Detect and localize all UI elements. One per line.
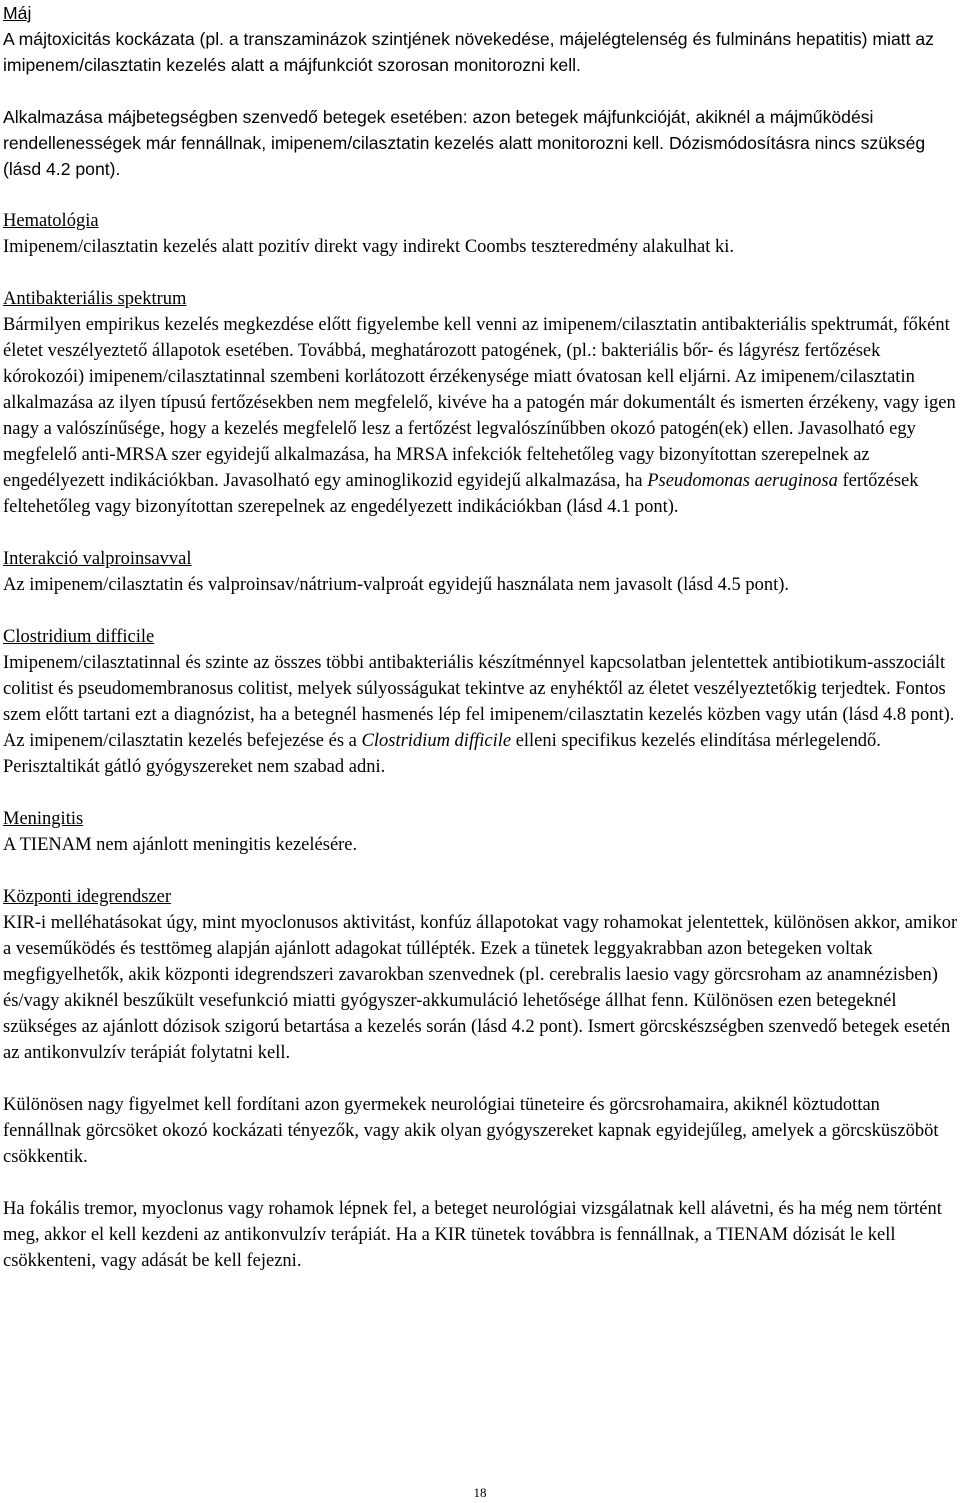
section-heading-hematologia: Hematológia [3, 211, 99, 231]
paragraph-clostridium-1-italic: Clostridium difficile [361, 731, 512, 751]
section-antibakterialis [3, 286, 958, 520]
section-interakcio [3, 546, 958, 598]
paragraph-hematologia-1: Imipenem/cilasztatin kezelés alatt pozitív direkt vagy indirekt Coombs teszteredmény alakulhat ki. [3, 237, 735, 257]
section-maj [3, 0, 958, 182]
paragraph-interakcio-1: Az imipenem/cilasztatin és valproinsav/nátrium-valproát egyidejű használata nem javasolt (lásd 4.5 pont). [3, 575, 790, 595]
section-heading-interakcio: Interakció valproinsavval [3, 549, 192, 569]
paragraph-kir-1: KIR-i melléhatásokat úgy, mint myoclonusos aktivitást, konfúz állapotokat vagy rohamokat jelentettek, különösen akkor, amikor a veseműködés és testtömeg alapján ajánlott adagokat túllépték. Ezek a tünetek leggyakrabban azon betegeken voltak megfigyelhetők, akik központi idegrendszeri zavarokban szenvednek (pl. cerebralis laesio vagy görcsroham az anamnézisben) és/vagy akiknél beszűkült vesefunkció miatti gyógyszer-akkumuláció lehetősége állhat fenn. Különösen ezen betegeknél szükséges az ajánlott dózisok szigorú betartása a kezelés során (lásd 4.2 pont). Ismert görcskészségben szenvedő betegek esetén az antikonvulzív terápiát folytatni kell. [3, 913, 958, 1063]
page-number: 18 [473, 1485, 487, 1500]
section-heading-antibakterialis: Antibakteriális spektrum [3, 289, 187, 309]
section-hematologia [3, 208, 958, 260]
paragraph-kir-3: Ha fokális tremor, myoclonus vagy rohamok lépnek fel, a beteget neurológiai vizsgálatnak kell alávetni, és ha még nem történt meg, akkor el kell kezdeni az antikonvulzív terápiát. Ha a KIR tünetek továbbra is fennállnak, a TIENAM dózisát le kell csökkenteni, vagy adását be kell fejezni. [3, 1199, 942, 1271]
paragraph-meningitis-1: A TIENAM nem ajánlott meningitis kezelésére. [3, 835, 358, 855]
document-page [3, 0, 958, 1300]
section-kir [3, 884, 958, 1274]
paragraph-antibakterialis-1 [3, 312, 958, 520]
paragraph-clostridium-1-part-a: Imipenem/cilasztatinnal és szinte az összes többi antibakteriális készítménnyel kapcsolatban jelentettek antibiotikum-asszociált colitist és pseudomembranosus colitist, melyek súlyosságukat tekintve az enyhéktől az életet veszélyeztetőkig terjedtek. Fontos szem előtt tartani ezt a diagnózist, ha a betegnél hasmenés lép fel imipenem/cilasztatin kezelés közben vagy után (lásd 4.8 pont). Az imipenem/cilasztatin kezelés befejezése és a [3, 653, 955, 751]
section-meningitis [3, 806, 958, 858]
section-heading-meningitis: Meningitis [3, 809, 84, 829]
paragraph-kir-2: Különösen nagy figyelmet kell fordítani azon gyermekek neurológiai tüneteire és görcsrohamaira, akiknél köztudottan fennállnak görcsöket okozó kockázati tényezők, vagy akik olyan gyógyszereket kapnak egyidejűleg, amelyek a görcsküszöböt csökkentik. [3, 1095, 939, 1167]
paragraph-antibakterialis-1-part-a: Bármilyen empirikus kezelés megkezdése előtt figyelembe kell venni az imipenem/cilasztatin antibakteriális spektrumát, főként életet veszélyeztető állapotok esetében. Továbbá, meghatározott patogének, (pl.: bakteriális bőr- és lágyrész fertőzések kórokozói) imipenem/cilasztatinnal szembeni korlátozott érzékenysége miatt óvatosan kell eljárni. Az imipenem/cilasztatin alkalmazása az ilyen típusú fertőzésekben nem megfelelő, kivéve ha a patogén már dokumentált és ismerten érzékeny, vagy igen nagy a valószínűsége, hogy a kezelés megfelelő lesz a fertőzést legvalószínűbben okozó patogén(ek) ellen. Javasolható egy megfelelő anti-MRSA szer egyidejű alkalmazása, ha MRSA infekciók feltehetőleg vagy bizonyítottan szerepelnek az engedélyezett indikációkban. Javasolható egy aminoglikozid egyidejű alkalmazása, ha [3, 315, 956, 491]
paragraph-maj-2: Alkalmazása májbetegségben szenvedő betegek esetében: azon betegek májfunkcióját, akiknél a májműködési rendellenességek már fennállnak, imipenem/cilasztatin kezelés alatt monitorozni kell. Dózismódosításra nincs szükség (lásd 4.2 pont). [3, 107, 926, 179]
section-heading-clostridium: Clostridium difficile [3, 627, 155, 647]
paragraph-clostridium-1-part-b: elleni specifikus kezelés elindítása mérlegelendő. Perisztaltikát gátló gyógyszereket nem szabad adni. [3, 731, 881, 777]
paragraph-antibakterialis-1-italic: Pseudomonas aeruginosa [647, 471, 838, 491]
paragraph-antibakterialis-1-part-b: fertőzések feltehetőleg vagy bizonyítottan szerepelnek az engedélyezett indikációkban (lásd 4.1 pont). [3, 471, 919, 517]
section-heading-kir: Központi idegrendszer [3, 887, 171, 907]
paragraph-maj-1: A májtoxicitás kockázata (pl. a transzaminázok szintjének növekedése, májelégtelenség és fulmináns hepatitis) miatt az imipenem/cilasztatin kezelés alatt a májfunkciót szorosan monitorozni kell. [3, 29, 934, 75]
section-clostridium [3, 624, 958, 780]
paragraph-clostridium-1 [3, 650, 958, 780]
section-heading-maj: Máj [3, 3, 32, 23]
